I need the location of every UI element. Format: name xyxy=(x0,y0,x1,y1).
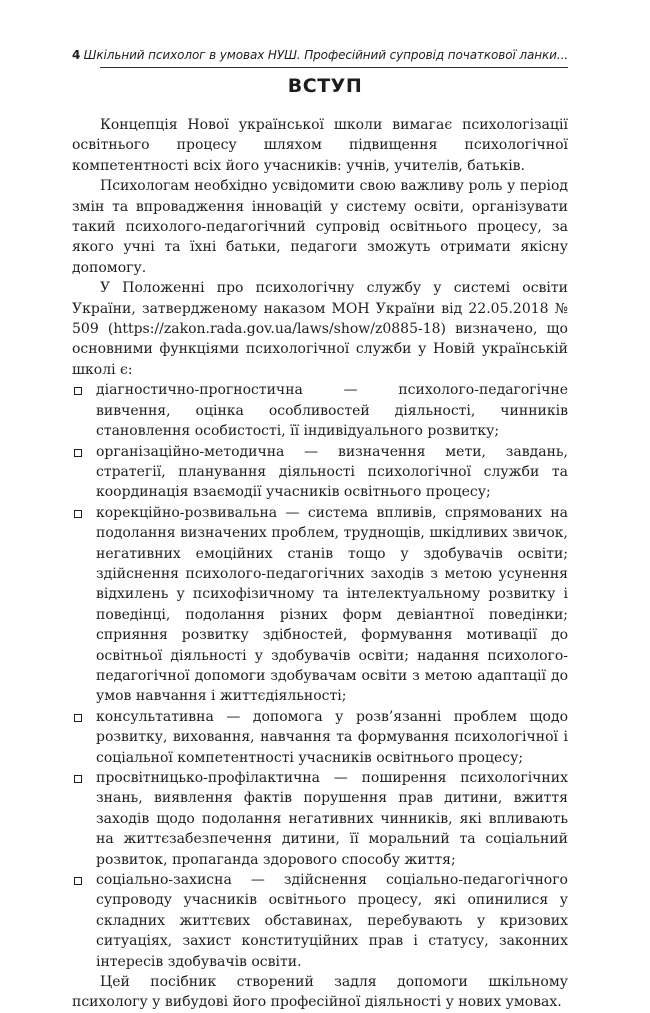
list-item-text: корекційно-розвивальна — система впливів, спрямованих на подолання визначених проблем, труднощів, шкідливих звичок, негативних емоційних станів тощо у здобувачів освіти; здійснення психолого-педагогічних заходів з метою усунення відхилень у психофізичному та інтелектуальному розвитку і поведінці, подолання різних форм девіантної поведінки; сприяння розвитку здібностей, формування мотивації до освітньої діяльності у здобувачів освіти; надання психолого-педагогічної допомоги здобувачам освіти з метою адаптації до умов навчання і життєдіяльності; xyxy=(96,504,568,705)
paragraph: Концепція Нової української школи вимагає психологізації освітнього процесу шляхом підвищення психологічної компетентності всіх його учасників: учнів, учителів, батьків. xyxy=(72,117,568,174)
closing-paragraph: Цей посібник створений задля допомоги шкільному психологу у вибудові його професійної діяльності у нових умовах. xyxy=(72,974,568,1011)
hollow-square-bullet-icon xyxy=(74,510,82,518)
list-item-text: організаційно-методична — визначення мети, завдань, стратегії, планування діяльності психологічної служби та координація взаємодії учасників освітнього процесу; xyxy=(96,443,568,501)
paragraph: У Положенні про психологічну службу у системі освіти України, затвердженому наказом МОН України від 22.05.2018 № 509 (https://zakon.rada.gov.ua/laws/show/z0885-18) визначено, що основними функціями психологічної служби у Новій українській школі є: xyxy=(72,280,568,378)
list-item-text: консультативна — допомога у розв’язанні проблем щодо розвитку, виховання, навчання та формування психологічної і соціальної компетентності учасників освітнього процесу; xyxy=(96,708,568,766)
list-item xyxy=(72,768,568,870)
functions-list xyxy=(72,380,568,972)
list-item xyxy=(72,380,568,441)
hollow-square-bullet-icon xyxy=(74,714,82,722)
paragraph: Психологам необхідно усвідомити свою важливу роль у період змін та впровадження інновацій у систему освіти, організувати такий психолого-педагогічний супровід освітнього процесу, за якого учні та їхні батьки, педагоги зможуть отримати якісну допомогу. xyxy=(72,178,568,276)
list-item xyxy=(72,707,568,768)
list-item xyxy=(72,442,568,503)
list-item xyxy=(72,870,568,972)
running-header xyxy=(72,46,568,68)
body-text xyxy=(72,115,568,1013)
hollow-square-bullet-icon xyxy=(74,877,82,885)
hollow-square-bullet-icon xyxy=(74,449,82,457)
header-rule xyxy=(100,67,568,68)
list-item-text: просвітницько-профілактична — поширення психологічних знань, виявлення фактів порушення прав дитини, вжиття заходів щодо подолання негативних чинників, які впливають на життєзабезпечення дитини, її моральний та соціальний розвиток, пропаганда здорового способу життя; xyxy=(96,770,568,868)
running-title: Шкільний психолог в умовах НУШ. Професійний супровід початкової ланки... xyxy=(83,48,568,62)
page-number: 4 xyxy=(72,48,81,62)
hollow-square-bullet-icon xyxy=(74,387,82,395)
list-item-text: діагностично-прогностична — психолого-педагогічне вивчення, оцінка особливостей діяльності, чинників становлення особистості, її індивідуального розвитку; xyxy=(96,382,568,440)
hollow-square-bullet-icon xyxy=(74,775,82,783)
section-title: ВСТУП xyxy=(287,75,363,97)
list-item xyxy=(72,503,568,707)
list-item-text: соціально-захисна — здійснення соціально-педагогічного супроводу учасників освітнього процесу, які опинилися у складних життєвих обставинах, перебувають у кризових ситуаціях, захист конституційних прав і статусу, законних інтересів здобувачів освіти. xyxy=(96,872,568,970)
